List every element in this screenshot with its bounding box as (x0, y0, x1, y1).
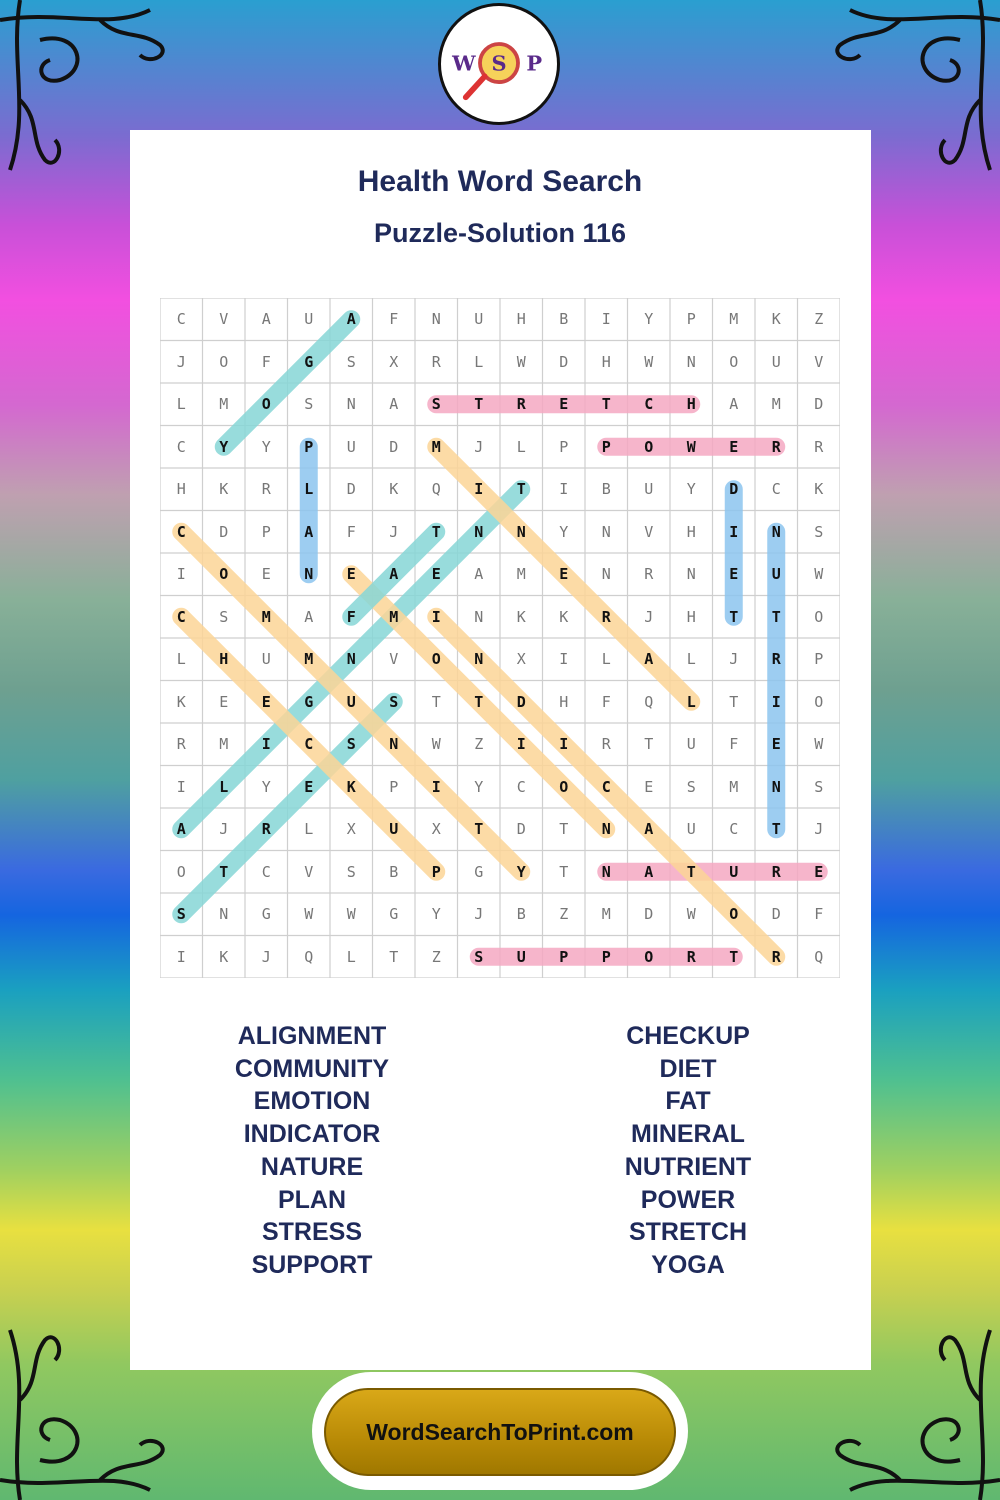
grid-cell[interactable]: O (814, 692, 824, 711)
grid-cell[interactable]: E (431, 565, 441, 584)
grid-cell[interactable]: W (516, 352, 526, 371)
grid-cell[interactable]: N (686, 565, 696, 584)
grid-cell[interactable]: C (261, 862, 271, 881)
grid-cell[interactable]: T (771, 607, 781, 626)
grid-cell[interactable]: M (771, 395, 781, 414)
grid-cell[interactable]: M (729, 777, 739, 796)
word-item: ALIGNMENT (237, 1022, 387, 1050)
word-item: STRESS (261, 1218, 363, 1247)
grid-cell[interactable]: T (474, 692, 484, 711)
grid-cell[interactable]: K (814, 480, 824, 499)
grid-cell[interactable]: Y (219, 437, 229, 456)
grid-cell[interactable]: Q (814, 947, 824, 966)
grid-cell[interactable]: S (346, 862, 356, 881)
word-list-left (132, 1020, 492, 1282)
grid-cell[interactable]: E (729, 565, 739, 584)
grid-cell[interactable]: S (474, 947, 484, 966)
grid-cell[interactable]: R (771, 437, 781, 456)
grid-cell[interactable]: S (814, 777, 824, 796)
grid-cell[interactable]: M (219, 395, 229, 414)
grid-cell[interactable]: G (474, 862, 484, 881)
grid-cell[interactable]: R (431, 352, 441, 371)
grid-cell[interactable]: I (474, 480, 484, 499)
grid-cell[interactable]: R (601, 735, 611, 754)
grid-cell[interactable]: T (729, 692, 739, 711)
grid-cell[interactable]: L (601, 650, 611, 669)
grid-cell[interactable]: F (261, 352, 271, 371)
grid-cell[interactable]: N (474, 522, 484, 541)
grid-cell[interactable]: L (686, 692, 696, 711)
grid-cell[interactable]: T (729, 947, 739, 966)
grid-cell[interactable]: C (176, 437, 186, 456)
grid-cell[interactable]: S (346, 352, 356, 371)
grid-cell[interactable]: J (729, 650, 739, 669)
grid-cell[interactable]: P (261, 522, 271, 541)
grid-cell[interactable]: L (686, 650, 696, 669)
grid-cell[interactable]: C (516, 777, 526, 796)
grid-cell[interactable]: I (176, 565, 186, 584)
grid-cell[interactable]: M (601, 905, 611, 924)
grid-cell[interactable]: I (516, 735, 526, 754)
grid-cell[interactable]: L (516, 437, 526, 456)
grid-cell[interactable]: C (771, 480, 781, 499)
grid-cell[interactable]: N (601, 862, 611, 881)
grid-cell[interactable]: N (601, 820, 611, 839)
grid-cell[interactable]: X (516, 650, 526, 669)
grid-cell[interactable]: I (729, 522, 739, 541)
grid-cell[interactable]: M (431, 437, 441, 456)
grid-cell[interactable]: B (516, 905, 526, 924)
grid-cell[interactable]: I (559, 735, 569, 754)
grid-cell[interactable]: D (219, 522, 229, 541)
grid-cell[interactable]: Y (261, 437, 271, 456)
grid-cell[interactable]: X (431, 820, 441, 839)
grid-cell[interactable]: T (559, 820, 569, 839)
grid-cell[interactable]: P (559, 947, 569, 966)
grid-cell[interactable]: R (176, 735, 186, 754)
grid-cell[interactable]: P (601, 437, 611, 456)
grid-cell[interactable]: L (304, 480, 314, 499)
grid-cell[interactable]: I (771, 692, 781, 711)
grid-cell[interactable]: E (261, 565, 271, 584)
grid-cell[interactable]: J (814, 820, 824, 839)
letter-grid[interactable] (160, 298, 840, 978)
word-item: YOGA (651, 1250, 725, 1279)
grid-cell[interactable]: S (389, 692, 399, 711)
grid-cell[interactable]: U (771, 352, 781, 371)
word-item: EMOTION (253, 1087, 371, 1116)
word-item: CHECKUP (626, 1022, 750, 1050)
grid-cell[interactable]: E (261, 692, 271, 711)
grid-cell[interactable]: P (601, 947, 611, 966)
grid-cell[interactable]: C (729, 820, 739, 839)
word-item: NUTRIENT (624, 1152, 752, 1181)
grid-cell[interactable]: N (431, 310, 441, 329)
grid-cell[interactable]: O (559, 777, 569, 796)
grid-cell[interactable]: H (686, 522, 696, 541)
grid-cell[interactable]: P (304, 437, 314, 456)
grid-cell[interactable]: Y (686, 480, 696, 499)
grid-cell[interactable]: R (261, 820, 271, 839)
grid-cell[interactable]: N (771, 777, 781, 796)
grid-cell[interactable]: D (389, 437, 399, 456)
grid-cell[interactable]: D (644, 905, 654, 924)
grid-cell[interactable]: C (176, 607, 186, 626)
grid-cell[interactable]: R (261, 480, 271, 499)
grid-cell[interactable]: H (686, 395, 696, 414)
grid-cell[interactable]: M (729, 310, 739, 329)
grid-cell[interactable]: J (474, 437, 484, 456)
grid-cell[interactable]: C (644, 395, 654, 414)
grid-cell[interactable]: S (304, 395, 314, 414)
grid-cell[interactable]: W (814, 565, 824, 584)
grid-cell[interactable]: H (176, 480, 186, 499)
page-subtitle: Puzzle-Solution 116 (373, 218, 627, 248)
grid-cell[interactable]: O (644, 437, 654, 456)
grid-cell[interactable]: F (346, 607, 356, 626)
grid-cell[interactable]: N (346, 650, 356, 669)
grid-cell[interactable]: J (261, 947, 271, 966)
grid-cell[interactable]: A (474, 565, 484, 584)
grid-cell[interactable]: S (814, 522, 824, 541)
grid-cell[interactable]: W (686, 437, 696, 456)
grid-cell[interactable]: F (814, 905, 824, 924)
grid-cell[interactable]: O (644, 947, 654, 966)
grid-cell[interactable]: M (389, 607, 399, 626)
word-item: DIET (659, 1054, 717, 1083)
word-item: COMMUNITY (234, 1054, 390, 1083)
grid-cell[interactable]: A (304, 522, 314, 541)
grid-cell[interactable]: T (644, 735, 654, 754)
grid-cell[interactable]: L (474, 352, 484, 371)
grid-cell[interactable]: E (346, 565, 356, 584)
grid-cell[interactable]: W (304, 905, 314, 924)
grid-cell[interactable]: U (261, 650, 271, 669)
logo-letter-w: W (452, 50, 476, 76)
word-item: SUPPORT (251, 1250, 373, 1279)
grid-cell[interactable]: A (304, 607, 314, 626)
grid-cell[interactable]: I (559, 650, 569, 669)
grid-cell[interactable]: O (729, 905, 739, 924)
grid-cell[interactable]: M (516, 565, 526, 584)
grid-cell[interactable]: D (516, 692, 526, 711)
grid-cell[interactable]: I (431, 777, 441, 796)
word-item: STRETCH (628, 1218, 748, 1247)
grid-cell[interactable]: X (346, 820, 356, 839)
grid-cell[interactable]: U (771, 565, 781, 584)
grid-cell[interactable]: O (729, 352, 739, 371)
grid-cell[interactable]: E (644, 777, 654, 796)
grid-cell[interactable]: W (644, 352, 654, 371)
grid-cell[interactable]: T (729, 607, 739, 626)
site-link-button[interactable]: WordSearchToPrint.com (324, 1388, 676, 1476)
grid-cell[interactable]: V (304, 862, 314, 881)
grid-cell[interactable]: F (389, 310, 399, 329)
grid-cell[interactable]: K (559, 607, 569, 626)
grid-cell[interactable]: A (346, 310, 356, 329)
grid-cell[interactable]: K (771, 310, 781, 329)
grid-cell[interactable]: H (516, 310, 526, 329)
grid-cell[interactable]: J (176, 352, 186, 371)
grid-cell[interactable]: T (431, 692, 441, 711)
grid-cell[interactable]: V (389, 650, 399, 669)
grid-cell[interactable]: J (474, 905, 484, 924)
grid-cell[interactable]: D (814, 395, 824, 414)
grid-cell[interactable]: H (686, 607, 696, 626)
grid-cell[interactable]: T (559, 862, 569, 881)
grid-cell[interactable]: K (176, 692, 186, 711)
grid-cell[interactable]: J (644, 607, 654, 626)
logo-letter-p: P (526, 50, 543, 76)
grid-cell[interactable]: L (304, 820, 314, 839)
grid-cell[interactable]: I (601, 310, 611, 329)
grid-cell[interactable]: A (644, 820, 654, 839)
word-item: NATURE (260, 1152, 364, 1181)
grid-cell[interactable]: T (474, 820, 484, 839)
grid-cell[interactable]: Z (474, 735, 484, 754)
grid-cell[interactable]: B (559, 310, 569, 329)
grid-cell[interactable]: H (601, 352, 611, 371)
word-item: POWER (640, 1185, 736, 1214)
grid-cell[interactable]: U (686, 735, 696, 754)
grid-cell[interactable]: E (729, 437, 739, 456)
grid-cell[interactable]: A (389, 565, 399, 584)
grid-cell[interactable]: V (644, 522, 654, 541)
grid-cell[interactable]: N (474, 607, 484, 626)
grid-cell[interactable]: I (176, 777, 186, 796)
grid-cell[interactable]: G (261, 905, 271, 924)
grid-cell[interactable]: E (814, 862, 824, 881)
grid-cell[interactable]: Y (644, 310, 654, 329)
grid-cell[interactable]: R (686, 947, 696, 966)
grid-cell[interactable]: N (516, 522, 526, 541)
grid-cell[interactable]: Q (304, 947, 314, 966)
grid-cell[interactable]: A (729, 395, 739, 414)
grid-cell[interactable]: Z (814, 310, 824, 329)
grid-cell[interactable]: R (771, 650, 781, 669)
grid-cell[interactable]: H (219, 650, 229, 669)
grid-cell[interactable]: R (771, 947, 781, 966)
grid-cell[interactable]: N (304, 565, 314, 584)
grid-cell[interactable]: K (516, 607, 526, 626)
grid-cell[interactable]: R (771, 862, 781, 881)
grid-cell[interactable]: N (389, 735, 399, 754)
grid-cell[interactable]: A (644, 650, 654, 669)
grid-cell[interactable]: E (559, 395, 569, 414)
word-item: PLAN (277, 1185, 347, 1214)
grid-cell[interactable]: S (686, 777, 696, 796)
grid-cell[interactable]: W (814, 735, 824, 754)
grid-cell[interactable]: H (559, 692, 569, 711)
grid-cell[interactable]: W (431, 735, 441, 754)
grid-cell[interactable]: D (559, 352, 569, 371)
grid-cell[interactable]: U (474, 310, 484, 329)
logo-letter-s: S (491, 50, 507, 76)
grid-cell[interactable]: T (389, 947, 399, 966)
grid-cell[interactable]: A (261, 310, 271, 329)
grid-cell[interactable]: D (346, 480, 356, 499)
grid-cell[interactable]: T (516, 480, 526, 499)
grid-cell[interactable]: T (474, 395, 484, 414)
grid-cell[interactable]: D (771, 905, 781, 924)
grid-cell[interactable]: W (346, 905, 356, 924)
grid-cell[interactable]: U (516, 947, 526, 966)
grid-cell[interactable]: U (346, 437, 356, 456)
grid-cell[interactable]: Y (516, 862, 526, 881)
grid-cell[interactable]: N (346, 395, 356, 414)
grid-cell[interactable]: L (176, 395, 186, 414)
page-title: Health Word Search (357, 165, 643, 198)
grid-cell[interactable]: B (389, 862, 399, 881)
grid-cell[interactable]: N (601, 565, 611, 584)
grid-cell[interactable]: Y (431, 905, 441, 924)
word-item: MINERAL (631, 1120, 745, 1149)
grid-cell[interactable]: M (261, 607, 271, 626)
grid-cell[interactable]: S (219, 607, 229, 626)
grid-cell[interactable]: T (601, 395, 611, 414)
grid-cell[interactable]: C (304, 735, 314, 754)
grid-cell[interactable]: D (516, 820, 526, 839)
grid-cell[interactable]: F (601, 692, 611, 711)
grid-cell[interactable]: E (771, 735, 781, 754)
grid-cell[interactable]: P (389, 777, 399, 796)
grid-cell[interactable]: U (304, 310, 314, 329)
grid-cell[interactable]: A (389, 395, 399, 414)
grid-cell[interactable]: D (729, 480, 739, 499)
grid-cell[interactable]: O (176, 862, 186, 881)
grid-cell[interactable]: C (601, 777, 611, 796)
grid-cell[interactable]: I (176, 947, 186, 966)
grid-cell[interactable]: Q (644, 692, 654, 711)
grid-cell[interactable]: S (346, 735, 356, 754)
grid-cell[interactable]: M (219, 735, 229, 754)
grid-cell[interactable]: S (431, 395, 441, 414)
grid-cell[interactable]: F (729, 735, 739, 754)
grid-cell[interactable]: Y (559, 522, 569, 541)
grid-cell[interactable]: J (389, 522, 399, 541)
grid-cell[interactable]: O (219, 352, 229, 371)
grid-cell[interactable]: G (304, 352, 314, 371)
grid-cell[interactable]: R (644, 565, 654, 584)
grid-cell[interactable]: K (346, 777, 356, 796)
grid-cell[interactable]: Q (431, 480, 441, 499)
grid-cell[interactable]: G (304, 692, 314, 711)
grid-cell[interactable]: Y (261, 777, 271, 796)
grid-cell[interactable]: U (644, 480, 654, 499)
grid-cell[interactable]: I (559, 480, 569, 499)
grid-cell[interactable]: T (219, 862, 229, 881)
grid-cell[interactable]: F (346, 522, 356, 541)
grid-cell[interactable]: R (601, 607, 611, 626)
grid-cell[interactable]: C (176, 310, 186, 329)
grid-cell[interactable]: U (346, 692, 356, 711)
word-item: FAT (665, 1087, 711, 1116)
grid-cell[interactable]: N (686, 352, 696, 371)
grid-cell[interactable]: O (261, 395, 271, 414)
grid-cell[interactable]: P (431, 862, 441, 881)
grid-cell[interactable]: N (219, 905, 229, 924)
grid-cell[interactable]: K (219, 480, 229, 499)
word-list-right (508, 1020, 868, 1282)
grid-cell[interactable]: P (559, 437, 569, 456)
grid-cell[interactable]: K (389, 480, 399, 499)
grid-cell[interactable]: N (771, 522, 781, 541)
grid-cell[interactable]: N (474, 650, 484, 669)
grid-cell[interactable]: S (176, 905, 186, 924)
grid-cell[interactable]: L (219, 777, 229, 796)
grid-cell[interactable]: C (176, 522, 186, 541)
grid-cell[interactable]: U (686, 820, 696, 839)
grid-cell[interactable]: N (601, 522, 611, 541)
wsp-logo[interactable] (438, 3, 560, 125)
grid-cell[interactable]: I (261, 735, 271, 754)
grid-cell[interactable]: U (389, 820, 399, 839)
grid-cell[interactable]: O (431, 650, 441, 669)
grid-cell[interactable]: V (219, 310, 229, 329)
grid-cell[interactable]: X (389, 352, 399, 371)
grid-cell[interactable]: R (814, 437, 824, 456)
grid-cell[interactable]: U (729, 862, 739, 881)
grid-cell[interactable]: L (176, 650, 186, 669)
grid-cell[interactable]: O (219, 565, 229, 584)
grid-cell[interactable]: E (559, 565, 569, 584)
grid-cell[interactable]: J (219, 820, 229, 839)
grid-cell[interactable]: E (304, 777, 314, 796)
word-item: INDICATOR (243, 1120, 381, 1149)
grid-cell[interactable]: M (304, 650, 314, 669)
grid-cell[interactable]: R (516, 395, 526, 414)
grid-cell[interactable]: E (219, 692, 229, 711)
grid-cell[interactable]: K (219, 947, 229, 966)
grid-cell[interactable]: L (346, 947, 356, 966)
grid-cell[interactable]: P (686, 310, 696, 329)
grid-cell[interactable]: T (431, 522, 441, 541)
grid-cell[interactable]: T (686, 862, 696, 881)
grid-cell[interactable]: O (814, 607, 824, 626)
grid-cell[interactable]: Y (474, 777, 484, 796)
grid-cell[interactable]: Z (431, 947, 441, 966)
grid-cell[interactable]: V (814, 352, 824, 371)
grid-cell[interactable]: Z (559, 905, 569, 924)
grid-cell[interactable]: G (389, 905, 399, 924)
grid-cell[interactable]: I (431, 607, 441, 626)
grid-cell[interactable]: A (176, 820, 186, 839)
grid-cell[interactable]: P (814, 650, 824, 669)
grid-cell[interactable]: W (686, 905, 696, 924)
grid-cell[interactable]: A (644, 862, 654, 881)
grid-cell[interactable]: T (771, 820, 781, 839)
grid-cell[interactable]: B (601, 480, 611, 499)
